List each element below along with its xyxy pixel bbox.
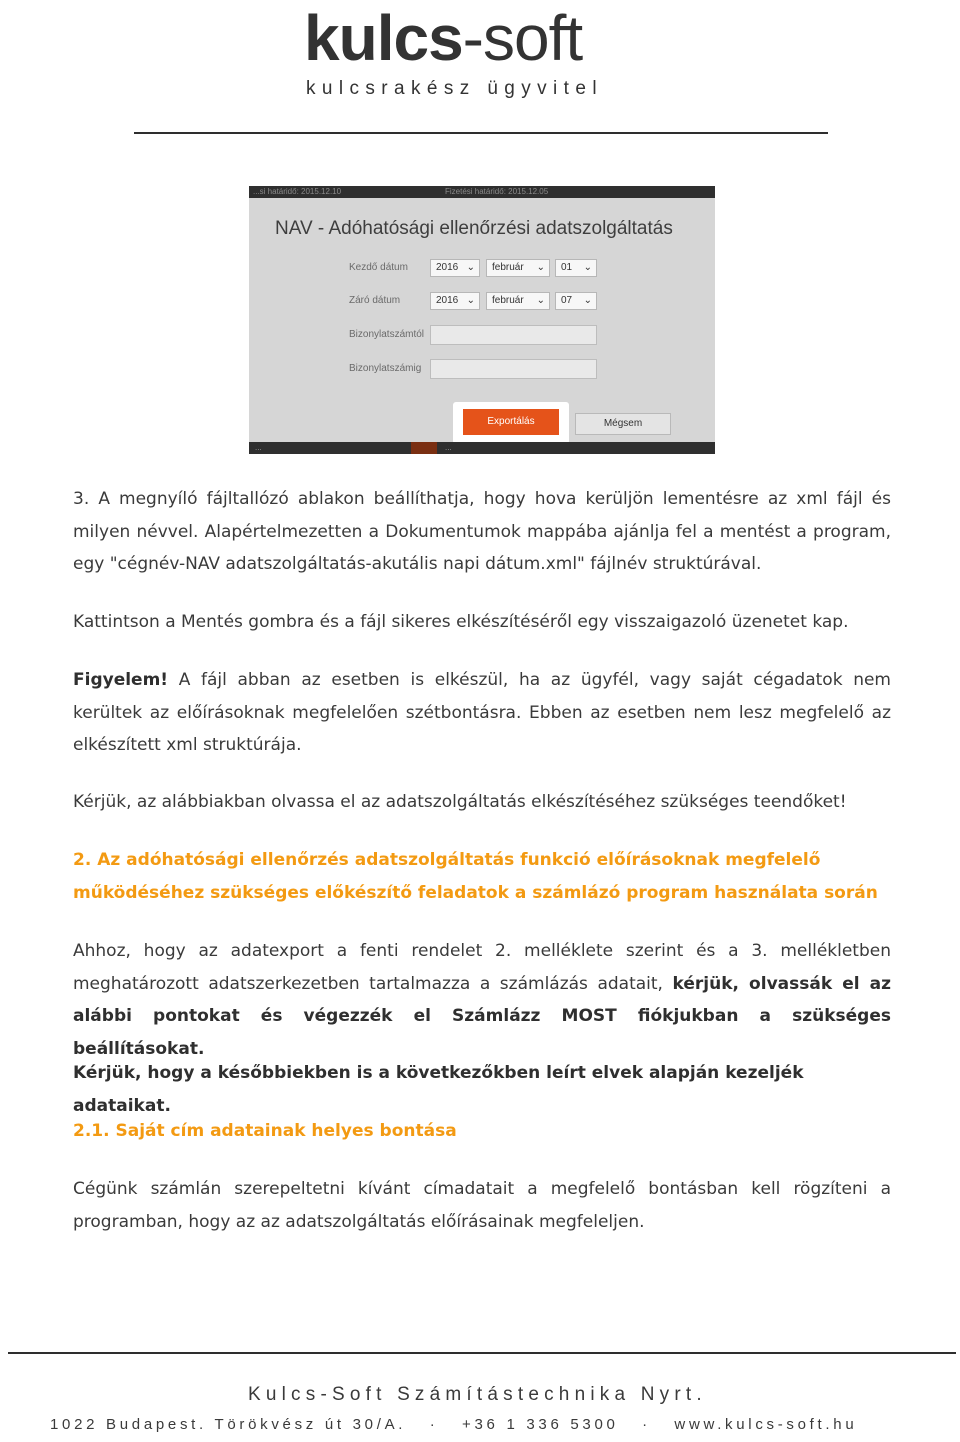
end-day-select[interactable] [555, 292, 597, 310]
end-month-value: február [492, 295, 524, 306]
chevron-down-icon: ⌄ [583, 262, 592, 273]
screenshot-bottom-bar [249, 442, 715, 454]
screenshot-bottom-left-text: ... [255, 443, 262, 452]
data-export-text: Ahhoz, hogy az adatexport a fenti rendelet 2. melléklete szerint és a 3. mellékletben meghatározott adatszerkezetben tartalmazza a számlázás adatait, [73, 941, 891, 994]
logo-wordmark [304, 2, 644, 74]
logo-tagline: kulcsrakész ügyvitel [306, 78, 603, 99]
screenshot-top-left-text: ...si határidő: 2015.12.10 [253, 187, 342, 196]
chevron-down-icon: ⌄ [583, 295, 592, 306]
doc-to-label: Bizonylatszámig [349, 363, 422, 374]
logo-wordmark-bold: kulcs [304, 2, 463, 74]
header-divider [134, 132, 828, 134]
screenshot-top-bar [249, 186, 715, 198]
logo-wordmark-light: -soft [462, 2, 583, 74]
start-year-select[interactable] [430, 259, 480, 277]
screenshot-bottom-right-text: ... [445, 443, 452, 452]
start-day-value: 01 [561, 262, 573, 273]
warning-text: A fájl abban az esetben is elkészül, ha az ügyfél, vagy saját cégadatok nem kerültek az előírásoknak megfelelően szétbontásra. Ebben az esetben nem lesz megfelelő az elkészített xml struktúrája. [73, 670, 891, 755]
doc-from-label: Bizonylatszámtól [349, 329, 425, 340]
data-export-bold-text: kérjük, olvassák el az alábbi pontokat és végezzék el Számlázz MOST fiókjukban a szükséges beállításokat. [73, 973, 891, 1059]
chevron-down-icon: ⌄ [466, 262, 475, 273]
doc-to-input[interactable] [430, 359, 597, 379]
section-heading-2: 2. Az adóhatósági ellenőrzés adatszolgáltatás funkció előírásoknak megfelelő működéséhez szükséges előkészítő feladatok a számlázó program használata során [73, 850, 878, 903]
chevron-down-icon: ⌄ [536, 262, 545, 273]
chevron-down-icon: ⌄ [536, 295, 545, 306]
company-logo [0, 0, 960, 110]
paragraph-handle-data: Kérjük, hogy a későbbiekben is a következőkben leírt elvek alapján kezeljék adataikat. [73, 1063, 804, 1116]
start-year-value: 2016 [436, 262, 459, 273]
start-day-select[interactable] [555, 259, 597, 277]
footer-divider [8, 1352, 956, 1354]
start-date-label: Kezdő dátum [349, 262, 408, 273]
end-date-label: Záró dátum [349, 295, 401, 306]
paragraph-address-split: Cégünk számlán szerepeltetni kívánt címadatait a megfelelő bontásban kell rögzíteni a programban, hogy az az adatszolgáltatás előírásainak megfeleljen. [73, 1179, 891, 1232]
paragraph-read-below: Kérjük, az alábbiakban olvassa el az adatszolgáltatás elkészítéséhez szükséges teendőket! [73, 792, 847, 812]
dialog-screenshot [249, 186, 715, 454]
export-button[interactable]: Exportálás [463, 409, 559, 435]
start-month-select[interactable] [486, 259, 550, 277]
end-day-value: 07 [561, 295, 573, 306]
dialog-title: NAV - Adóhatósági ellenőrzési adatszolgáltatás [275, 218, 673, 239]
paragraph-file-browser: 3. A megnyíló fájltallózó ablakon beállíthatja, hogy hova kerüljön lementésre az xml fájl és milyen névvel. Alapértelmezetten a Dokumentumok mappába ajánlja fel a mentést a program, egy "cégnév-NAV adatszolgáltatás-akutális napi dátum.xml" fájlnév struktúrával. [73, 489, 891, 574]
screenshot-top-right-text: Fizetési határidő: 2015.12.05 [445, 187, 549, 196]
section-heading-2-1: 2.1. Saját cím adatainak helyes bontása [73, 1121, 457, 1141]
start-month-value: február [492, 262, 524, 273]
end-year-select[interactable] [430, 292, 480, 310]
warning-label: Figyelem! [73, 670, 169, 690]
cancel-button[interactable]: Mégsem [575, 413, 671, 435]
chevron-down-icon: ⌄ [466, 295, 475, 306]
paragraph-warning [73, 664, 891, 762]
end-year-value: 2016 [436, 295, 459, 306]
end-month-select[interactable] [486, 292, 550, 310]
screenshot-accent-block [411, 442, 437, 454]
export-dialog [249, 198, 715, 442]
paragraph-save-button: Kattintson a Mentés gombra és a fájl sikeres elkészítéséről egy visszaigazoló üzenetet kap. [73, 612, 849, 632]
footer-contact-line: 1022 Budapest. Törökvész út 30/A. · +36 1 336 5300 · www.kulcs-soft.hu [50, 1416, 858, 1433]
paragraph-data-export [73, 935, 891, 1065]
doc-from-input[interactable] [430, 325, 597, 345]
footer-company-name: Kulcs-Soft Számítástechnika Nyrt. [248, 1384, 707, 1405]
